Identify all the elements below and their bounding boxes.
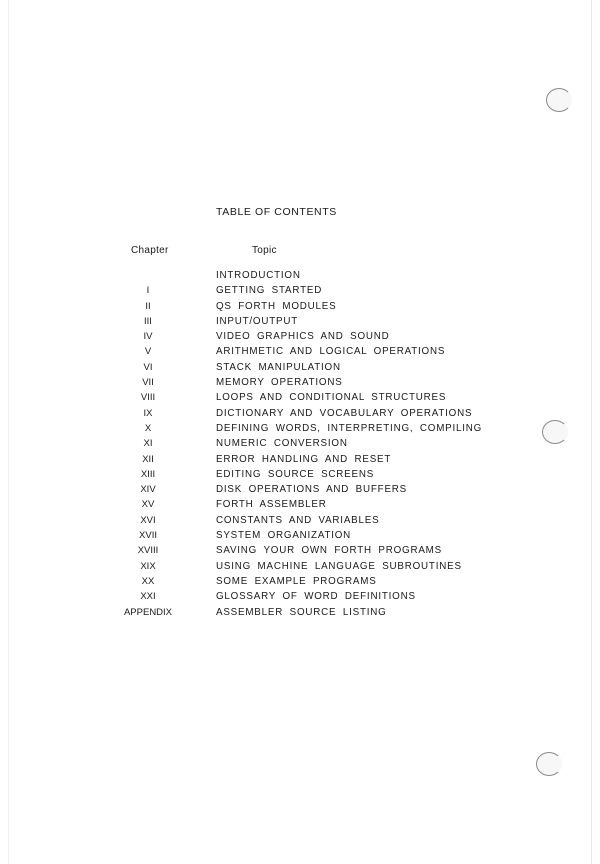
page-title: TABLE OF CONTENTS (216, 206, 337, 218)
toc-entry (110, 589, 490, 604)
chapter-number: VII (142, 377, 154, 389)
punch-hole-middle (542, 420, 568, 444)
toc-entry (110, 360, 490, 375)
toc-entry (110, 574, 490, 589)
chapter-number: XI (143, 438, 153, 450)
toc-entry (110, 283, 490, 298)
chapter-number: IV (143, 331, 153, 343)
chapter-topic: STACK MANIPULATION (216, 361, 341, 373)
chapter-number: XIX (140, 560, 156, 572)
chapter-topic: GETTING STARTED (216, 285, 323, 297)
toc-entry (110, 497, 490, 512)
chapter-topic: QS FORTH MODULES (216, 300, 337, 312)
toc-entry (110, 299, 490, 314)
chapter-topic: DISK OPERATIONS AND BUFFERS (216, 484, 408, 496)
chapter-number: XIII (140, 468, 156, 480)
page-right-edge (591, 0, 592, 864)
chapter-topic: SOME EXAMPLE PROGRAMS (216, 575, 377, 587)
chapter-topic: SYSTEM ORGANIZATION (216, 530, 352, 542)
chapter-number: XII (142, 453, 154, 465)
punch-hole-bottom (536, 752, 562, 776)
chapter-topic: GLOSSARY OF WORD DEFINITIONS (216, 591, 416, 603)
toc-entry (110, 467, 490, 482)
chapter-topic: LOOPS AND CONDITIONAL STRUCTURES (216, 392, 447, 404)
toc-entry (110, 375, 490, 390)
toc-entry (110, 605, 490, 620)
chapter-number: XVI (140, 514, 156, 526)
chapter-number: VI (143, 361, 153, 373)
topic-column-header: Topic (252, 245, 277, 256)
chapter-number: X (144, 422, 152, 434)
chapter-topic: ASSEMBLER SOURCE LISTING (216, 606, 387, 618)
toc-entry (110, 528, 490, 543)
toc-entry (110, 513, 490, 528)
chapter-topic: DICTIONARY AND VOCABULARY OPERATIONS (216, 407, 473, 419)
chapter-number: XVII (139, 530, 157, 542)
chapter-topic: INPUT/OUTPUT (216, 315, 298, 327)
toc-entry (110, 329, 490, 344)
chapter-topic: SAVING YOUR OWN FORTH PROGRAMS (216, 545, 442, 557)
toc-entry (110, 421, 490, 436)
chapter-number: XX (141, 575, 155, 587)
toc-entry (110, 543, 490, 558)
chapter-topic: FORTH ASSEMBLER (216, 499, 327, 511)
chapter-topic: CONSTANTS AND VARIABLES (216, 514, 380, 526)
chapter-column-header: Chapter (131, 245, 169, 256)
toc-entry (110, 314, 490, 329)
chapter-topic: DEFINING WORDS, INTERPRETING, COMPILING (216, 422, 483, 434)
chapter-topic: EDITING SOURCE SCREENS (216, 468, 375, 480)
chapter-number: APPENDIX (123, 606, 173, 618)
chapter-number: XXI (140, 591, 156, 603)
chapter-topic: ARITHMETIC AND LOGICAL OPERATIONS (216, 346, 446, 358)
chapter-topic: NUMERIC CONVERSION (216, 438, 348, 450)
chapter-number: III (144, 315, 152, 327)
chapter-number: II (145, 300, 151, 312)
chapter-topic: ERROR HANDLING AND RESET (216, 453, 392, 465)
toc-entry (110, 452, 490, 467)
chapter-topic: USING MACHINE LANGUAGE SUBROUTINES (216, 560, 462, 572)
chapter-number: I (146, 285, 150, 297)
punch-hole-top (546, 88, 572, 112)
toc-entry (110, 482, 490, 497)
toc-entry (110, 344, 490, 359)
chapter-number: XIV (140, 484, 156, 496)
toc-entry (110, 406, 490, 421)
chapter-topic: VIDEO GRAPHICS AND SOUND (216, 331, 390, 343)
chapter-number: XVIII (137, 545, 159, 557)
toc-entry (110, 268, 490, 283)
contents-list (110, 268, 490, 620)
chapter-topic: INTRODUCTION (216, 270, 301, 281)
toc-entry (110, 390, 490, 405)
chapter-number: IX (143, 407, 153, 419)
chapter-number: VIII (140, 392, 156, 404)
page-left-edge (8, 0, 9, 864)
toc-entry (110, 436, 490, 451)
chapter-topic: MEMORY OPERATIONS (216, 377, 343, 389)
chapter-number: XV (141, 499, 155, 511)
chapter-number: V (144, 346, 152, 358)
toc-entry (110, 559, 490, 574)
